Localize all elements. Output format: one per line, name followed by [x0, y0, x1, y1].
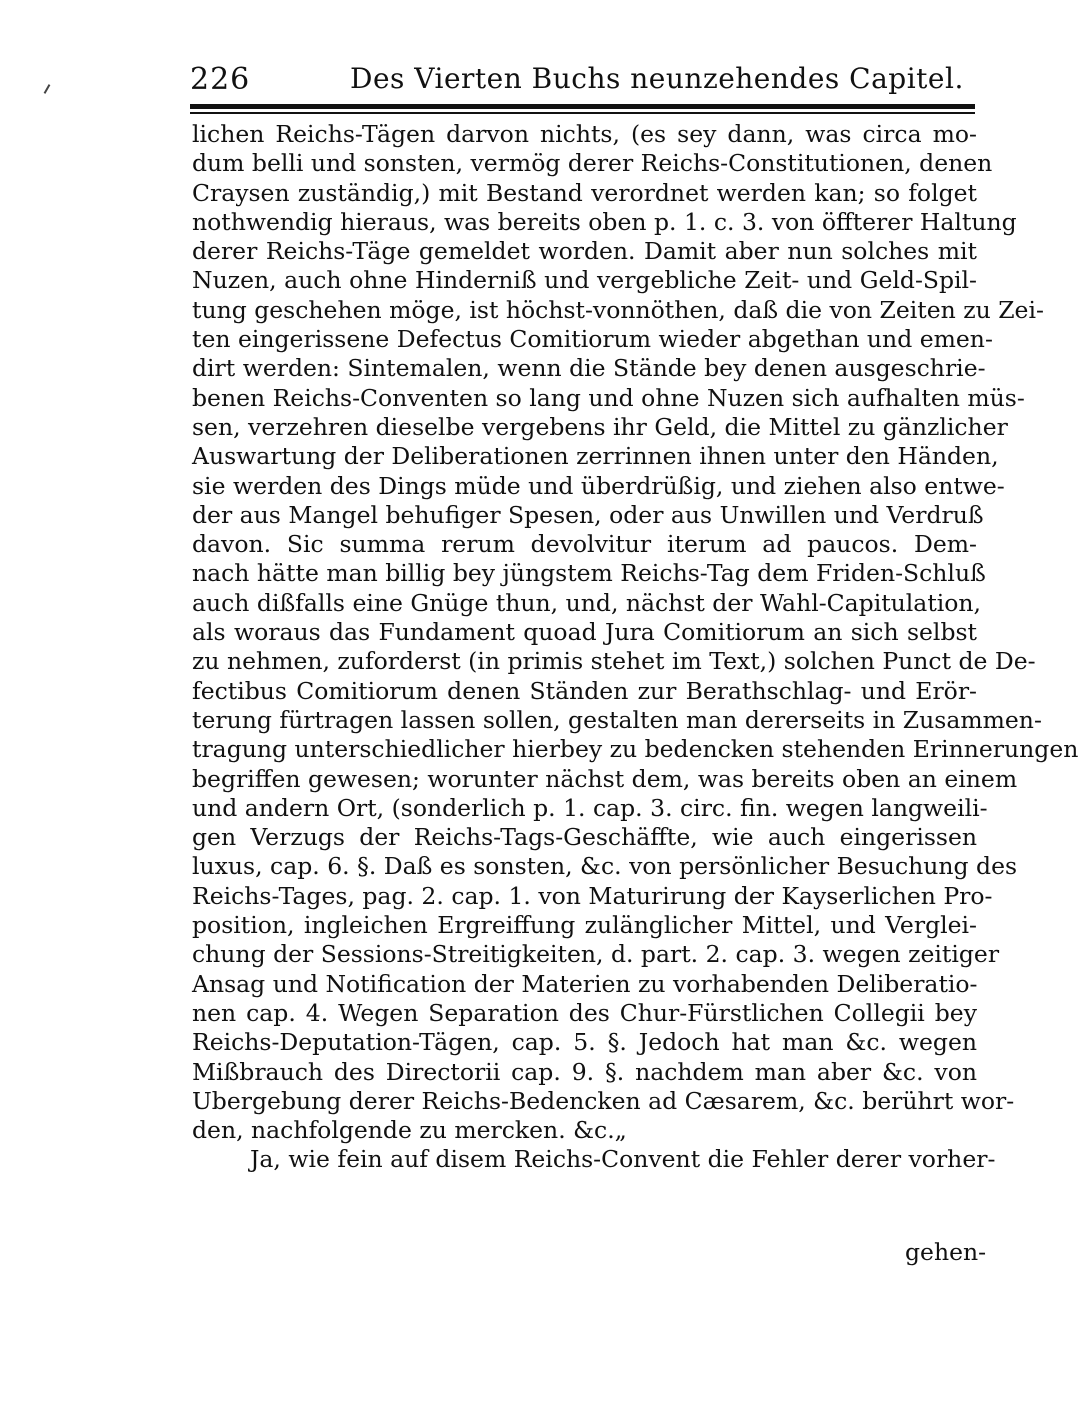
- text-line: als woraus das Fundament quoad Jura Comitiorum an sich selbst: [192, 618, 977, 647]
- text-line: Reichs-Tages, pag. 2. cap. 1. von Maturirung der Kayserlichen Pro-: [192, 881, 993, 910]
- running-title: Des Vierten Buchs neunzehendes Capitel.: [350, 62, 964, 95]
- header-rule-thin: [190, 112, 975, 114]
- text-line: benen Reichs-Conventen so lang und ohne Nuzen sich aufhalten müs-: [192, 383, 1025, 412]
- text-line: gen Verzugs der Reichs-Tags-Geschäffte, wie auch eingerissen: [192, 823, 977, 852]
- text-line: davon. Sic summa rerum devolvitur iterum ad paucos. Dem-: [192, 530, 977, 559]
- text-line: nen cap. 4. Wegen Separation des Chur-Fürstlichen Collegii bey: [192, 998, 977, 1027]
- text-line: tung geschehen möge, ist höchst-vonnöthen, daß die von Zeiten zu Zei-: [192, 295, 1044, 324]
- text-line: chung der Sessions-Streitigkeiten, d. part. 2. cap. 3. wegen zeitiger: [192, 940, 1000, 969]
- text-line: luxus, cap. 6. §. Daß es sonsten, &c. von persönlicher Besuchung des: [192, 852, 1018, 881]
- text-line: zu nehmen, zuforderst (in primis stehet im Text,) solchen Punct de De-: [192, 647, 1036, 676]
- text-line: Mißbrauch des Directorii cap. 9. §. nachdem man aber &c. von: [192, 1057, 977, 1086]
- text-line: terung fürtragen lassen sollen, gestalten man dererseits in Zusammen-: [192, 705, 1042, 734]
- text-line: lichen Reichs-Tägen darvon nichts, (es sey dann, was circa mo-: [192, 120, 977, 148]
- page-header: [190, 62, 975, 102]
- margin-mark: [44, 84, 51, 94]
- text-line: Ubergebung derer Reichs-Bedencken ad Cæsarem, &c. berührt wor-: [192, 1086, 1015, 1115]
- text-line: dirt werden: Sintemalen, wenn die Stände bey denen ausgeschrie-: [192, 354, 986, 383]
- paragraph-start-line: Ja, wie fein auf disem Reichs-Convent die Fehler derer vorher-: [250, 1145, 996, 1174]
- text-line: ten eingerissene Defectus Comitiorum wieder abgethan und emen-: [192, 325, 993, 354]
- body-text: [192, 120, 1078, 1175]
- text-line: derer Reichs-Täge gemeldet worden. Damit aber nun solches mit: [192, 237, 977, 266]
- text-line: Craysen zuständig,) mit Bestand verordnet werden kan; so folget: [192, 178, 977, 207]
- text-line: sie werden des Dings müde und überdrüßig, und ziehen also entwe-: [192, 471, 1005, 500]
- text-line: Nuzen, auch ohne Hinderniß und vergebliche Zeit- und Geld-Spil-: [192, 266, 977, 295]
- text-line: nothwendig hieraus, was bereits oben p. 1. c. 3. von öffterer Haltung: [192, 207, 1017, 236]
- text-line: dum belli und sonsten, vermög derer Reichs-Constitutionen, denen: [192, 149, 993, 178]
- page-number: 226: [190, 62, 251, 97]
- text-line: fectibus Comitiorum denen Ständen zur Berathschlag- und Erör-: [192, 676, 977, 705]
- text-line: Reichs-Deputation-Tägen, cap. 5. §. Jedoch hat man &c. wegen: [192, 1028, 977, 1057]
- text-line: tragung unterschiedlicher hierbey zu bedencken stehenden Erinnerungen: [192, 735, 1078, 764]
- text-line: den, nachfolgende zu mercken. &c.„: [192, 1116, 627, 1145]
- header-rule: [190, 104, 975, 109]
- catchword: gehen-: [905, 1238, 987, 1266]
- text-line: Auswartung der Deliberationen zerrinnen ihnen unter den Händen,: [192, 442, 999, 471]
- text-line: Ansag und Notification der Materien zu vorhabenden Deliberatio-: [192, 969, 978, 998]
- text-line: der aus Mangel behufiger Spesen, oder aus Unwillen und Verdruß: [192, 500, 984, 529]
- text-line: begriffen gewesen; worunter nächst dem, was bereits oben an einem: [192, 764, 1018, 793]
- text-line: sen, verzehren dieselbe vergebens ihr Geld, die Mittel zu gänzlicher: [192, 412, 1008, 441]
- text-line: nach hätte man billig bey jüngstem Reichs-Tag dem Friden-Schluß: [192, 559, 986, 588]
- text-line: auch dißfalls eine Gnüge thun, und, nächst der Wahl-Capitulation,: [192, 588, 982, 617]
- text-line: position, ingleichen Ergreiffung zulänglicher Mittel, und Verglei-: [192, 911, 977, 940]
- text-line: und andern Ort, (sonderlich p. 1. cap. 3. circ. fin. wegen langweili-: [192, 793, 988, 822]
